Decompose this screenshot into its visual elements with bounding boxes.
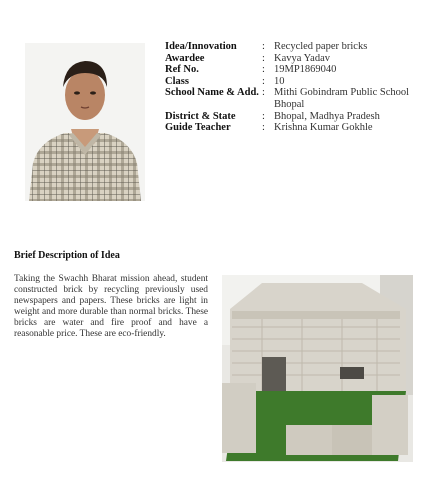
field-label: Class [165,75,189,87]
field-label: Ref No. [165,64,199,76]
model-photo [222,275,413,462]
field-idea [165,41,430,53]
field-awardee [165,53,430,65]
awardee-photo [25,43,145,201]
field-value: Krishna Kumar Gokhle [274,122,373,134]
field-separator: : [262,41,265,52]
field-value: Kavya Yadav [274,52,330,64]
field-value: Bhopal, Madhya Pradesh [274,110,380,122]
field-ref-no [165,64,430,76]
field-value: Recycled paper bricks [274,41,368,52]
field-guide-teacher [165,122,430,134]
award-info-list [165,41,430,134]
field-label: Guide Teacher [165,122,231,134]
field-separator: : [262,64,265,76]
idea-description: Taking the Swachh Bharat mission ahead, student constructed brick by recycling previously used newspapers and papers. These bricks are light in weight and more durable than normal bricks. These bricks are water and fire proof and have a reasonable price. These are eco-friendly. [14,274,208,340]
field-value: 19MP1869040 [274,64,337,76]
field-school [165,87,430,110]
awardee-photo-graphic [25,43,145,201]
section-title: Brief Description of Idea [14,250,120,261]
field-label: District & State [165,110,236,122]
field-class [165,76,430,88]
field-separator: : [262,87,265,99]
field-value: 10 [274,75,285,87]
field-label: Idea/Innovation [165,41,237,52]
field-value: Mithi Gobindram Public School Bhopal [274,87,410,110]
field-separator: : [262,110,265,122]
model-photo-graphic [222,275,413,462]
field-separator: : [262,52,265,64]
field-label: School Name & Add. [165,87,259,99]
field-separator: : [262,122,265,134]
field-label: Awardee [165,52,205,64]
field-separator: : [262,75,265,87]
field-district [165,111,430,123]
